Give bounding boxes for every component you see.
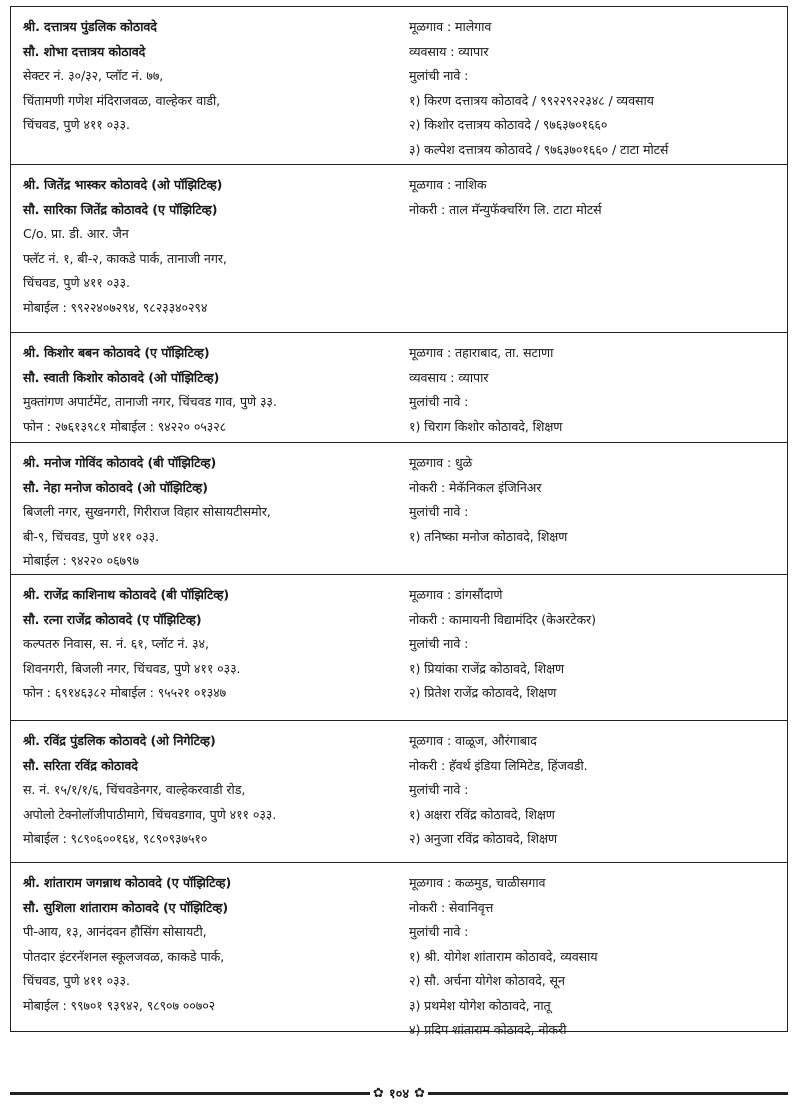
address-line: स. नं. १५/१/१/६, चिंचवडेनगर, वाल्हेकरवाडी रोड, <box>23 782 246 797</box>
address-line: फोन : २७६१३९८१ मोबाईल : ९४२२० ०५३२८ <box>23 418 227 434</box>
family-entry <box>11 165 787 333</box>
info-line: नोकरी : ताल मॅन्युफॅक्चरिंग लि. टाटा मोटर्स <box>409 201 602 217</box>
contact-details <box>23 729 409 856</box>
family-info <box>409 871 777 1037</box>
contact-details <box>23 451 409 568</box>
page-number: १०४ <box>388 1087 410 1102</box>
address-line: मोबाईल : ९९७०१ ९३९४२, ९८९०७ ००७०२ <box>23 997 216 1013</box>
address-line: कल्पतरु निवास, स. नं. ६१, प्लॉट नं. ३४, <box>23 636 209 651</box>
family-entry <box>11 443 787 575</box>
info-line: १) अक्षरा रविंद्र कोठावदे, शिक्षण <box>409 806 555 822</box>
info-line: मूळगाव : धुळे <box>409 455 473 470</box>
family-info <box>409 15 777 158</box>
page-footer <box>10 1083 788 1103</box>
directory-table <box>10 6 788 1037</box>
info-line: नोकरी : कामायनी विद्यामंदिर (केअरटेकर) <box>409 611 596 627</box>
family-info <box>409 173 777 326</box>
info-line: व्यवसाय : व्यापार <box>409 43 489 59</box>
address-line: C/o. प्रा. डी. आर. जैन <box>23 226 129 241</box>
info-line: मुलांची नावे : <box>409 782 469 797</box>
contact-details <box>23 15 409 158</box>
info-line: मुलांची नावे : <box>409 394 469 409</box>
head-of-family-name: श्री. मनोज गोविंद कोठावदे (बी पॉझिटिव्ह) <box>23 455 217 470</box>
head-of-family-name: श्री. दत्तात्रय पुंडलिक कोठावदे <box>23 19 157 34</box>
contact-details <box>23 583 409 714</box>
family-entry <box>11 863 787 1037</box>
contact-details <box>23 871 409 1025</box>
address-line: अपोलो टेक्नोलॉजीपाठीमागे, चिंचवडगाव, पुणे ४११ ०३३. <box>23 806 277 822</box>
head-of-family-name: श्री. किशोर बबन कोठावदे (ए पॉझिटिव्ह) <box>23 345 210 360</box>
address-line: मोबाईल : ९८९०६००१६४, ९८९०९३७५१० <box>23 831 208 846</box>
info-line: ३) कल्पेश दत्तात्रय कोठावदे / ९७६३७०१६६० / टाटा मोटर्स <box>409 141 669 157</box>
info-line: ३) प्रथमेश योगेश कोठावदे, नातू <box>409 997 551 1013</box>
address-line: सेक्टर नं. ३०/३२, प्लॉट नं. ७७, <box>23 68 164 83</box>
address-line: चिंतामणी गणेश मंदिराजवळ, वाल्हेकर वाडी, <box>23 92 221 108</box>
spouse-name: सौ. शोभा दत्तात्रय कोठावदे <box>23 43 146 59</box>
family-entry <box>11 721 787 863</box>
info-line: मूळगाव : नाशिक <box>409 177 487 192</box>
info-line: नोकरी : सेवानिवृत्त <box>409 899 494 915</box>
info-line: २) सौ. अर्चना योगेश कोठावदे, सून <box>409 973 565 988</box>
info-line: मूळगाव : वाळूज, औरंगाबाद <box>409 733 537 748</box>
spouse-name: सौ. सरिता रविंद्र कोठावदे <box>23 757 138 773</box>
head-of-family-name: श्री. रविंद्र पुंडलिक कोठावदे (ओ निगेटिव्ह) <box>23 733 216 748</box>
address-line: चिंचवड, पुणे ४११ ०३३. <box>23 973 130 988</box>
address-line: चिंचवड, पुणे ४११ ०३३. <box>23 117 130 132</box>
family-entry <box>11 575 787 721</box>
info-line: मुलांची नावे : <box>409 924 469 939</box>
spouse-name: सौ. स्वाती किशोर कोठावदे (ओ पॉझिटिव्ह) <box>23 369 220 385</box>
address-line: मोबाईल : ९४२२० ०६७९७ <box>23 553 139 568</box>
info-line: २) किशोर दत्तात्रय कोठावदे / ९७६३७०१६६० <box>409 117 608 132</box>
info-line: मुलांची नावे : <box>409 68 469 83</box>
address-line: बिजली नगर, सुखनगरी, गिरीराज विहार सोसायटीसमोर, <box>23 504 271 519</box>
info-line: १) चिराग किशोर कोठावदे, शिक्षण <box>409 418 563 434</box>
family-info <box>409 729 777 856</box>
info-line: मुलांची नावे : <box>409 636 469 651</box>
footer-rule-right <box>428 1092 788 1095</box>
info-line: २) प्रितेश राजेंद्र कोठावदे, शिक्षण <box>409 685 557 700</box>
address-line: पोतदार इंटरनॅशनल स्कूलजवळ, काकडे पार्क, <box>23 948 225 964</box>
spouse-name: सौ. रत्ना राजेंद्र कोठावदे (ए पॉझिटिव्ह) <box>23 611 202 627</box>
info-line: मूळगाव : मालेगाव <box>409 19 492 34</box>
family-entry <box>11 333 787 443</box>
info-line: नोकरी : मेकॅनिकल इंजिनिअर <box>409 479 542 495</box>
contact-details <box>23 173 409 326</box>
address-line: बी-९, चिंचवड, पुणे ४११ ०३३. <box>23 528 159 544</box>
info-line: मूळगाव : कळमुड, चाळीसगाव <box>409 875 546 890</box>
footer-ornament-left: ✿ <box>372 1085 384 1101</box>
address-line: शिवनगरी, बिजली नगर, चिंचवड, पुणे ४११ ०३३. <box>23 660 241 676</box>
head-of-family-name: श्री. राजेंद्र काशिनाथ कोठावदे (बी पॉझिटिव्ह) <box>23 587 230 602</box>
family-info <box>409 583 777 714</box>
footer-ornament-right: ✿ <box>414 1085 426 1101</box>
info-line: नोकरी : हॅवर्थ इंडिया लिमिटेड, हिंजवडी. <box>409 757 588 773</box>
head-of-family-name: श्री. शांताराम जगन्नाथ कोठावदे (ए पॉझिटिव्ह) <box>23 875 232 890</box>
address-line: पी-आय, १३, आनंदवन हौसिंग सोसायटी, <box>23 924 207 939</box>
spouse-name: सौ. सारिका जितेंद्र कोठावदे (ए पॉझिटिव्ह) <box>23 201 218 217</box>
family-entry <box>11 7 787 165</box>
info-line: मूळगाव : तहाराबाद, ता. सटाणा <box>409 345 554 360</box>
address-line: मुक्तांगण अपार्टमेंट, तानाजी नगर, चिंचवड गाव, पुणे ३३. <box>23 394 277 409</box>
info-line: व्यवसाय : व्यापार <box>409 369 489 385</box>
info-line: ४) प्रदिप शांताराम कोठावदे, नोकरी <box>409 1022 567 1037</box>
spouse-name: सौ. नेहा मनोज कोठावदे (ओ पॉझिटिव्ह) <box>23 479 208 495</box>
contact-details <box>23 341 409 436</box>
info-line: १) श्री. योगेश शांताराम कोठावदे, व्यवसाय <box>409 948 598 964</box>
info-line: मूळगाव : डांगसौंदाणे <box>409 587 503 602</box>
info-line: १) तनिष्का मनोज कोठावदे, शिक्षण <box>409 528 568 544</box>
family-info <box>409 341 777 436</box>
address-line: फोन : ६९१४६३८२ मोबाईल : ९५५२१ ०१३४७ <box>23 685 227 700</box>
address-line: मोबाईल : ९९२२४०७२९४, ९८२३३४०२९४ <box>23 299 208 315</box>
info-line: १) किरण दत्तात्रय कोठावदे / ९९२२९२२३४८ / व्यवसाय <box>409 92 654 108</box>
footer-rule-left <box>10 1092 370 1095</box>
head-of-family-name: श्री. जितेंद्र भास्कर कोठावदे (ओ पॉझिटिव्ह) <box>23 177 223 192</box>
info-line: २) अनुजा रविंद्र कोठावदे, शिक्षण <box>409 831 557 846</box>
spouse-name: सौ. सुशिला शांताराम कोठावदे (ए पॉझिटिव्ह) <box>23 899 229 915</box>
address-line: चिंचवड, पुणे ४११ ०३३. <box>23 275 130 290</box>
address-line: फ्लॅट नं. १, बी-२, काकडे पार्क, तानाजी नगर, <box>23 250 227 266</box>
info-line: मुलांची नावे : <box>409 504 469 519</box>
info-line: १) प्रियांका राजेंद्र कोठावदे, शिक्षण <box>409 660 565 676</box>
family-info <box>409 451 777 568</box>
